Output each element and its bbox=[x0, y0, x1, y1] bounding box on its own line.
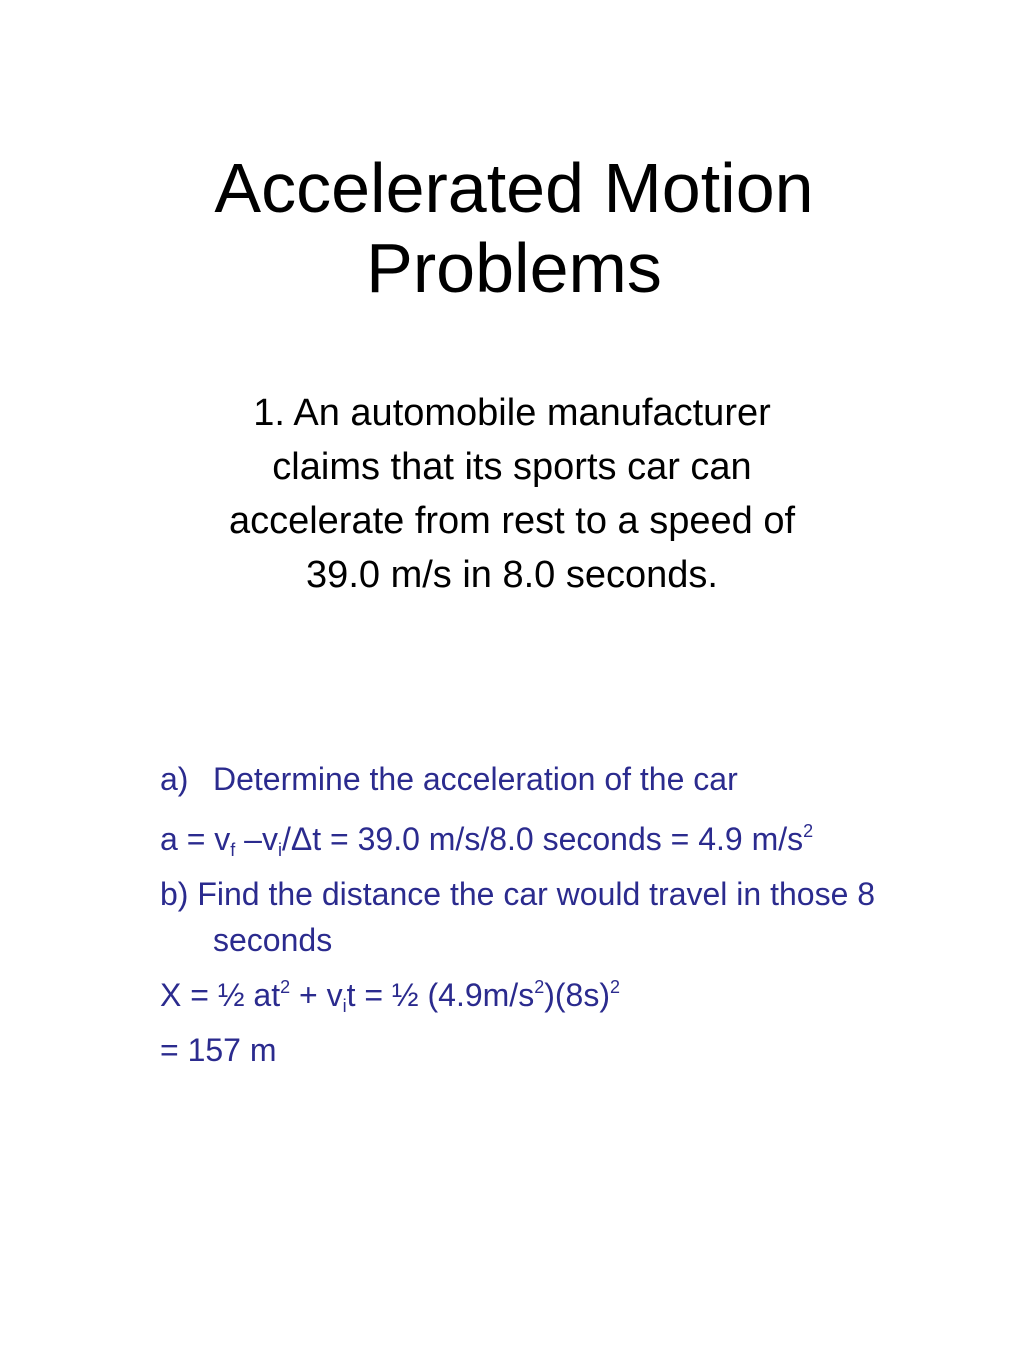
problem-statement bbox=[100, 386, 924, 602]
distance-result bbox=[160, 1027, 880, 1073]
problem-line-2: claims that its sports car can bbox=[272, 446, 752, 488]
part-a-text: Determine the acceleration of the car bbox=[213, 761, 738, 797]
distance-equation bbox=[160, 972, 880, 1018]
eq2-superscript: 2 bbox=[280, 977, 291, 997]
eq2-part: )(8s) bbox=[544, 977, 610, 1013]
solution-block bbox=[160, 756, 880, 1082]
title-line-2: Problems bbox=[366, 229, 662, 307]
eq2-subscript-i: i bbox=[342, 996, 347, 1016]
eq2-superscript: 2 bbox=[609, 977, 620, 997]
eq2-superscript: 2 bbox=[534, 977, 545, 997]
eq1-superscript: 2 bbox=[803, 821, 814, 841]
problem-line-4: 39.0 m/s in 8.0 seconds. bbox=[306, 554, 718, 596]
eq1-subscript-i: i bbox=[277, 840, 282, 860]
eq2-part: t = ½ (4.9m/s bbox=[346, 977, 535, 1013]
part-b-question bbox=[160, 871, 880, 963]
problem-line-1: 1. An automobile manufacturer bbox=[253, 392, 771, 434]
problem-line-3: accelerate from rest to a speed of bbox=[228, 500, 796, 542]
part-a-label: a) bbox=[160, 761, 189, 797]
eq1-subscript-f: f bbox=[230, 840, 236, 860]
eq2-part: X = ½ at bbox=[160, 977, 281, 1013]
eq1-part: /Δt = 39.0 m/s/8.0 seconds = bbox=[281, 821, 699, 857]
part-a-question bbox=[160, 756, 880, 802]
eq1-result: 4.9 m/s bbox=[698, 821, 804, 857]
title-line-1: Accelerated Motion bbox=[214, 149, 814, 227]
eq2-part: + v bbox=[290, 977, 343, 1013]
part-b-text: b) Find the distance the car would travel in those 8 seconds bbox=[160, 876, 876, 958]
result-text: = 157 m bbox=[160, 1032, 277, 1068]
eq1-part: –v bbox=[235, 821, 278, 857]
acceleration-equation bbox=[160, 816, 880, 862]
slide-title bbox=[0, 148, 1024, 308]
eq1-part: a = v bbox=[160, 821, 231, 857]
